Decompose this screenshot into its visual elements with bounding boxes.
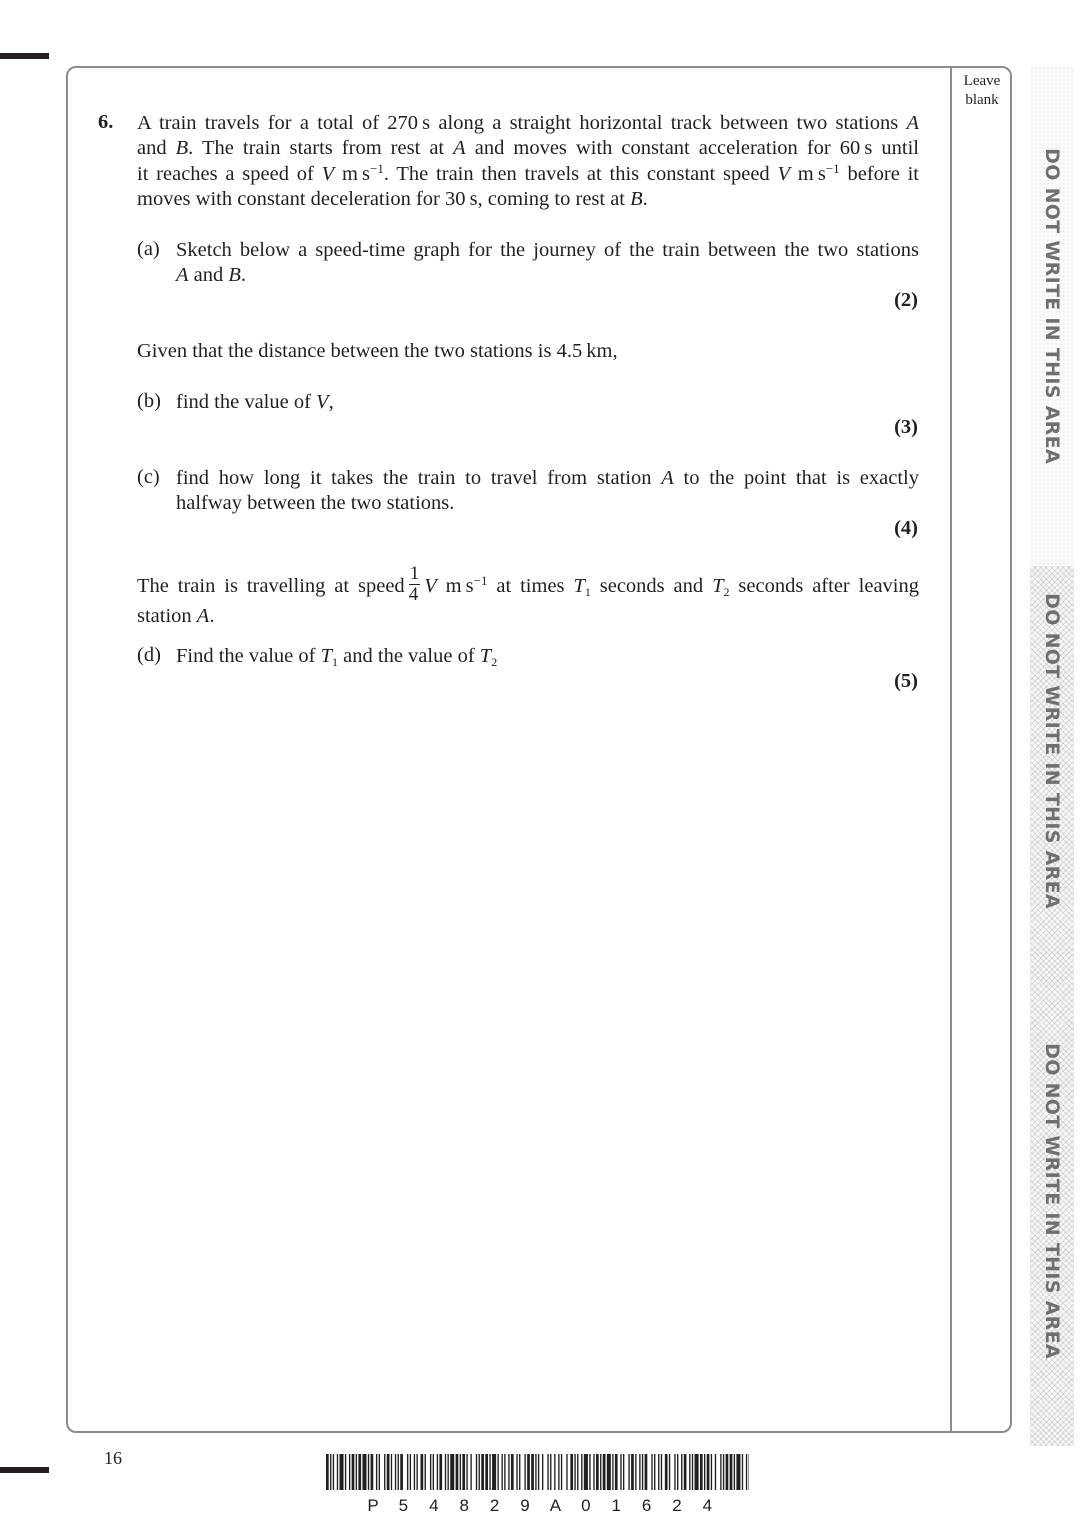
barcode-char: 2 <box>672 1496 682 1515</box>
barcode-char: P <box>367 1496 379 1515</box>
barcode-char: 4 <box>429 1496 439 1515</box>
barcode-bar <box>542 1454 543 1490</box>
barcode-bar <box>371 1454 374 1490</box>
barcode-bar <box>387 1454 390 1490</box>
barcode-bar <box>628 1454 629 1490</box>
part-c-line-1: find how long it takes the train to travel from station A to the point that is exactly <box>176 467 919 489</box>
barcode-bar <box>669 1454 670 1490</box>
part-d-label: (d) <box>137 644 161 666</box>
leave-blank-label: Leave blank <box>963 73 1001 108</box>
barcode-bar <box>470 1454 471 1490</box>
barcode-bar <box>742 1454 743 1490</box>
barcode-bar <box>349 1454 350 1490</box>
barcode-bar <box>531 1454 534 1490</box>
question-intro <box>137 111 919 212</box>
barcode-bar <box>734 1454 735 1490</box>
barcode-bar <box>519 1454 520 1490</box>
barcode-bar <box>368 1454 369 1490</box>
part-c-text <box>176 466 919 517</box>
page-number: 16 <box>104 1448 122 1468</box>
barcode-bar <box>651 1454 652 1490</box>
barcode-bar <box>554 1454 555 1490</box>
part-b-text: find the value of V, <box>176 391 334 413</box>
barcode-bar <box>497 1454 498 1490</box>
speed-statement-line-2: station A. <box>137 605 215 627</box>
barcode-bar <box>645 1454 648 1490</box>
barcode-bar <box>684 1454 687 1490</box>
barcode-bar <box>516 1454 517 1490</box>
barcode-bar <box>538 1454 539 1490</box>
barcode-char: 8 <box>459 1496 469 1515</box>
part-c-line-2: halfway between the two stations. <box>176 492 455 515</box>
barcode-bar <box>700 1454 703 1490</box>
part-b-marks: (3) <box>894 416 918 438</box>
barcode-bar <box>600 1454 601 1490</box>
barcode-bar <box>574 1454 575 1490</box>
barcode-bar <box>421 1454 424 1490</box>
barcode-bar <box>398 1454 399 1490</box>
barcode-char: 0 <box>581 1496 591 1515</box>
barcode-bar <box>589 1454 590 1490</box>
barcode-bar <box>445 1454 446 1490</box>
barcode-bar <box>674 1454 675 1490</box>
barcode-bar <box>677 1454 678 1490</box>
part-d-text: Find the value of $T_1$ and the value of $T_2$ <box>176 645 498 669</box>
barcode-bar <box>492 1454 496 1490</box>
barcode-bar <box>723 1454 724 1490</box>
barcode-bar <box>642 1454 643 1490</box>
barcode-bar <box>692 1454 693 1490</box>
barcode-bar <box>439 1454 442 1490</box>
barcode-bar <box>511 1454 514 1490</box>
leave-blank-divider <box>950 67 952 1432</box>
barcode-bar <box>584 1454 588 1490</box>
barcode-bar <box>476 1454 477 1490</box>
barcode-bar <box>603 1454 606 1490</box>
speed-statement <box>137 563 919 629</box>
barcode-bar <box>620 1454 621 1490</box>
barcode-bar <box>410 1454 411 1490</box>
edge-mark-bottom <box>0 1467 49 1473</box>
barcode-bar <box>681 1454 682 1490</box>
barcode-bar <box>376 1454 377 1490</box>
barcode-bar <box>356 1454 357 1490</box>
part-a-label: (a) <box>137 238 160 260</box>
part-b-label: (b) <box>137 390 161 412</box>
barcode-bar <box>704 1454 705 1490</box>
barcode-bar <box>379 1454 380 1490</box>
barcode-bar <box>414 1454 415 1490</box>
barcode <box>326 1454 749 1490</box>
barcode-bar <box>566 1454 567 1490</box>
speed-statement-line-1: The train is travelling at speed $\frac{1}{4}$ V m $s^{-1}$ at times $T_1$ seconds and $T_2$ seconds after leaving <box>137 563 919 605</box>
barcode-bar <box>437 1454 438 1490</box>
barcode-bar <box>460 1454 461 1490</box>
barcode-bar <box>658 1454 659 1490</box>
barcode-bar <box>615 1454 618 1490</box>
barcode-bar <box>433 1454 434 1490</box>
barcode-bar <box>535 1454 536 1490</box>
barcode-bar <box>425 1454 426 1490</box>
barcode-char: 9 <box>520 1496 530 1515</box>
barcode-bar <box>707 1454 710 1490</box>
intro-line-3: it reaches a speed of V m $s^{-1}$. The train then travels at this constant speed V m $s^{-1}$ before it <box>137 160 920 185</box>
barcode-bar <box>456 1454 459 1490</box>
barcode-bar <box>596 1454 599 1490</box>
barcode-bar <box>715 1454 716 1490</box>
barcode-bar <box>481 1454 484 1490</box>
barcode-bar <box>577 1454 578 1490</box>
part-a-line-2: A and B. <box>176 264 247 287</box>
barcode-char: 4 <box>702 1496 713 1515</box>
barcode-bar <box>400 1454 403 1490</box>
barcode-bar <box>450 1454 454 1490</box>
barcode-bar <box>337 1454 338 1490</box>
barcode-bar <box>623 1454 624 1490</box>
barcode-bar <box>720 1454 721 1490</box>
part-a-marks: (2) <box>894 289 918 311</box>
barcode-bar <box>736 1454 740 1490</box>
barcode-bar <box>430 1454 431 1490</box>
barcode-bar <box>362 1454 366 1490</box>
barcode-bar <box>561 1454 562 1490</box>
barcode-bar <box>612 1454 613 1490</box>
part-c-marks: (4) <box>894 517 918 539</box>
barcode-bar <box>639 1454 640 1490</box>
barcode-bar <box>384 1454 385 1490</box>
barcode-text <box>326 1496 749 1516</box>
barcode-bar <box>689 1454 690 1490</box>
question-number: 6. <box>98 111 114 133</box>
barcode-bar <box>352 1454 355 1490</box>
barcode-bar <box>558 1454 559 1490</box>
barcode-bar <box>391 1454 392 1490</box>
given-statement: Given that the distance between the two stations is 4.5 km, <box>137 340 618 362</box>
barcode-bar <box>479 1454 480 1490</box>
quarter-fraction: $\frac{1}{4}$ <box>408 563 420 605</box>
barcode-bar <box>631 1454 634 1490</box>
barcode-bar <box>508 1454 509 1490</box>
barcode-char: 5 <box>398 1496 409 1515</box>
intro-line-4: moves with constant deceleration for 30 s, coming to rest at B. <box>137 187 648 210</box>
barcode-bar <box>502 1454 503 1490</box>
barcode-bar <box>524 1454 525 1490</box>
barcode-bar <box>333 1454 334 1490</box>
barcode-char: 1 <box>611 1496 621 1515</box>
barcode-bar <box>570 1454 573 1490</box>
part-a-line-1: Sketch below a speed-time graph for the journey of the train between the two stations <box>176 239 919 261</box>
intro-line-1: A train travels for a total of 270 s along a straight horizontal track between two stations A <box>137 112 919 134</box>
barcode-bar <box>358 1454 361 1490</box>
intro-line-2: and B. The train starts from rest at A and moves with constant acceleration for 60 s until <box>137 137 919 160</box>
barcode-bar <box>485 1454 488 1490</box>
part-d-marks: (5) <box>894 670 918 692</box>
barcode-bar <box>395 1454 396 1490</box>
barcode-bar <box>340 1454 344 1490</box>
barcode-bar <box>416 1454 417 1490</box>
barcode-bar <box>746 1454 747 1490</box>
barcode-bar <box>593 1454 594 1490</box>
barcode-bar <box>654 1454 655 1490</box>
barcode-bar <box>345 1454 346 1490</box>
barcode-bar <box>711 1454 712 1490</box>
barcode-char: 2 <box>489 1496 500 1515</box>
barcode-char: A <box>549 1496 562 1515</box>
barcode-bar <box>695 1454 699 1490</box>
barcode-bar <box>635 1454 636 1490</box>
barcode-bar <box>527 1454 530 1490</box>
barcode-bar <box>489 1454 490 1490</box>
barcode-bar <box>581 1454 582 1490</box>
barcode-bar <box>504 1454 505 1490</box>
barcode-bar <box>462 1454 465 1490</box>
barcode-bar <box>607 1454 611 1490</box>
edge-mark-top <box>0 53 49 59</box>
barcode-char: 6 <box>641 1496 652 1515</box>
barcode-bar <box>547 1454 548 1490</box>
barcode-bar <box>407 1454 408 1490</box>
barcode-bar <box>330 1454 331 1490</box>
part-a-text <box>176 238 919 289</box>
part-c-label: (c) <box>137 466 160 488</box>
barcode-bar <box>730 1454 733 1490</box>
barcode-bar <box>466 1454 467 1490</box>
barcode-bar <box>661 1454 662 1490</box>
barcode-bar <box>665 1454 668 1490</box>
barcode-bar <box>726 1454 729 1490</box>
barcode-bar <box>448 1454 449 1490</box>
barcode-bar <box>326 1454 329 1490</box>
barcode-bar <box>550 1454 551 1490</box>
